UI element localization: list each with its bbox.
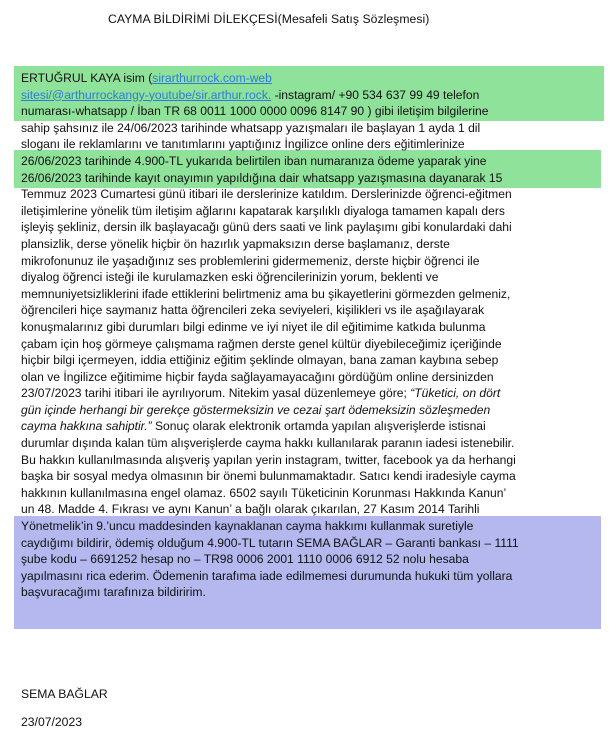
body-text-segment: sloganı ile reklamlarını ve tanıtımlarını yaptığınız İngilizce online ders eğitimlerinize [21, 137, 465, 152]
body-text-segment: un 48. Madde 4. Fıkrası ve aynı Kanun’ a bağlı olarak çıkarılan, 27 Kasım 2014 Tarihli [21, 502, 480, 517]
body-text-segment: işleyiş şekliniz, dersin ilk başlayacağı günü ders saati ve link paylaşımı gibi konulardaki dahi [21, 220, 512, 235]
quoted-law-text: gün içinde herhangi bir gerekçe göstermeksizin ve cezai şart ödemeksizin sözleşmeden [21, 402, 491, 417]
body-line [21, 286, 596, 303]
body-line [21, 369, 596, 386]
body-text-segment: ERTUĞRUL KAYA isim ( [21, 71, 153, 85]
body-line [21, 319, 596, 336]
body-line [21, 568, 596, 585]
body-line [21, 485, 596, 502]
body-text-segment: -instagram/ +90 534 637 99 49 telefon [271, 87, 480, 102]
body-text-segment: iletişimlerine yönelik tüm iletişim ağlarını kapatarak karşılıklı diyaloga tamamen kapalı ders [21, 203, 505, 218]
body-line [21, 402, 596, 419]
body-line [21, 302, 596, 319]
body-text-segment: caydığımı bildirir, ödemiş olduğum 4.900-TL tutarın SEMA BAĞLAR – Garanti bankası – 1111 [21, 535, 519, 550]
body-line [21, 452, 596, 469]
body-text-segment: hiçbir bilgi içermeyen, iddia ettiğiniz eğitim şeklinde olmayan, bana zaman kaybına sebep [21, 353, 499, 368]
body-line [21, 518, 596, 535]
body-line [21, 186, 596, 203]
contact-link[interactable]: sirarthurrock.com-web [152, 71, 272, 85]
body-line [21, 336, 596, 353]
body-line [21, 435, 596, 452]
signer-name: SEMA BAĞLAR [21, 687, 108, 701]
body-text-segment: öğrencileri hiçe saymanız hatta öğrencileri zeka seviyeleri, kişilikleri vs ile aşağılayarak [21, 303, 485, 318]
body-line [21, 535, 596, 552]
quoted-law-text: cayma hakkına sahiptir.” [21, 419, 152, 434]
body-text-segment: Yönetmelik’in 9.’uncu maddesinden kaynaklanan cayma hakkımı kullanmak suretiyle [21, 519, 474, 534]
body-line [21, 153, 596, 170]
body-text-segment: yapılmasını rica ederim. Ödemenin tarafıma iade edilmemesi durumunda hukuki tüm yollara [21, 568, 513, 583]
body-text-segment: Temmuz 2023 Cumartesi günü itibari ile derslerinize katıldım. Derslerinizde öğrenci-eğitmen [21, 187, 512, 202]
body-line [21, 203, 596, 220]
body-text-segment: plansizlik, derse yönelik hiçbir ön hazırlık yapmaksızın derse başlamanız, derste [21, 236, 450, 251]
body-line [21, 501, 596, 518]
body-text-segment: 26/06/2023 tarihinde kayıt onayımın yapıldığına dair whatsapp yazışmasına dayanarak 15 [21, 170, 503, 185]
body-text-segment: hakkının kullanılmasına engel olamaz. 6502 sayılı Tüketicinin Korunması Hakkında Kanun’ [21, 485, 507, 500]
body-line [21, 385, 596, 402]
body-line [21, 236, 596, 253]
quoted-law-text: “Tüketici, on dört [410, 386, 501, 401]
document-title: CAYMA BİLDİRİMİ DİLEKÇESİ(Mesafeli Satış Sözleşmesi) [108, 12, 430, 26]
body-text-segment: memnuniyetsizliklerini ifade ettiklerini belirtmeniz ama bu şikayetlerini görmezden gelmeniz, [21, 286, 511, 301]
body-text-segment: Bu hakkın kullanılmasında alışveriş yapılan yerin instagram, twitter, facebook ya da herhangi [21, 452, 516, 467]
body-line [21, 136, 596, 153]
body-line [21, 253, 596, 270]
body-text-segment: 26/06/2023 tarihinde 4.900-TL yukarıda belirtilen iban numaranıza ödeme yaparak yine [21, 153, 487, 168]
body-text-segment: başvuracağımı tarafınıza bildiririm. [21, 585, 206, 600]
body-line [21, 551, 596, 568]
body-text-segment: numarası-whatsapp / İban TR 68 0011 1000 0000 0096 8147 90 ) gibi iletişim bilgilerine [21, 104, 489, 119]
body-line [21, 584, 596, 601]
body-line [21, 269, 596, 286]
body-line [21, 468, 596, 485]
body-text-segment: 23/07/2023 tarihi itibari ile ayrılıyorum. Nitekim yasal düzenlemeye göre; [21, 386, 411, 401]
body-line [21, 103, 596, 120]
signature-date: 23/07/2023 [21, 715, 82, 729]
body-text-segment: çabam için hoş görmeye çalışmama rağmen derste genel kültür diyebileceğimiz içeriğinde [21, 336, 502, 351]
body-text-segment: başka bir sosyal medya olmasının bir önemi bulunmamaktadır. Satıcı kendi iradesiyle cayma [21, 469, 516, 484]
body-line [21, 87, 596, 104]
body-line [21, 418, 596, 435]
body-line [21, 120, 596, 137]
body-line [21, 219, 596, 236]
body-text-segment: olan ve İngilizce eğitimime hiçbir fayda sağlayamayacağını gördüğüm online dersinizden [21, 369, 494, 384]
body-text-segment: durumlar dışında kalan tüm alışverişlerde cayma hakkı kullanılarak paranın iadesi istenebilir. [21, 436, 515, 451]
body-text-segment: diyalog öğrenci isteği ile kurulamazken eski öğrencilerinizin yorum, beklenti ve [21, 270, 439, 285]
body-line [21, 70, 596, 87]
body-line [21, 170, 596, 187]
body-text-segment: şube kodu – 6691252 hesap no – TR98 0006 2001 1110 0006 6912 52 nolu hesaba [21, 552, 469, 567]
body-line [21, 352, 596, 369]
petition-body [21, 70, 596, 601]
contact-link[interactable]: sitesi/@arthurrockangy-youtube/sir.arthur.rock. [21, 87, 272, 102]
body-text-segment: mikrofonunuz ile yaşadığınız ses problemlerini gidermemeniz, derste hiçbir öğrenci ile [21, 253, 480, 268]
body-text-segment: konuşmalarınız gibi durumları bilgi edinme ve iyi niyet ile dil eğitimime katkıda bulunma [21, 319, 486, 334]
body-text-segment: Sonuç olarak elektronik ortamda yapılan alışverişlerde istisnai [151, 419, 486, 434]
body-text-segment: sahip şahsınız ile 24/06/2023 tarihinde whatsapp yazışmaları ile başlayan 1 ayda 1 dil [21, 120, 481, 135]
